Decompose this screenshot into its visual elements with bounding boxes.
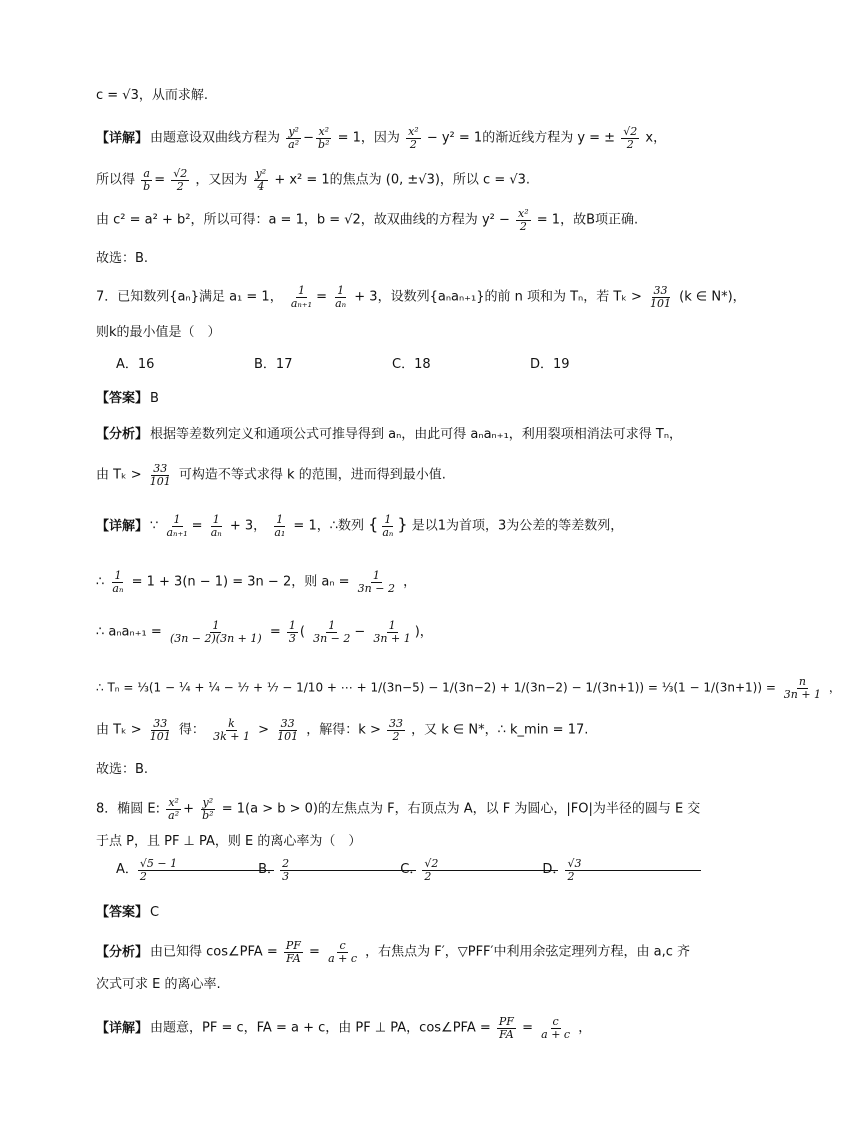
option-d[interactable]: D． $\frac{√3}{2}$ [542, 858, 674, 882]
fraction: $\frac{√2}{2}$ [623, 125, 638, 151]
answer-8: 【答案】 C [96, 905, 160, 920]
fraction: $\frac{1}{(3n - 2)(3n + 1)}$ [169, 619, 262, 645]
fraction: $\frac{1}{\text{aₙ}}$ [210, 513, 222, 539]
options-8 [116, 858, 698, 882]
analysis-7: 【分析】 根据等差数列定义和通项公式可推导得到 aₙ，由此可得 aₙaₙ₊₁，利用裂项相消法可求得 Tₙ， [96, 427, 683, 442]
fraction: $\frac{\text{y²}}{4}$ [255, 167, 267, 193]
solution-line: 由 c² = a² + b²，所以可得：a = 1，b = √2，故双曲线的方程为 y² − $\frac{\text{x²}}{2}$ = 1，故B项正确. [96, 207, 639, 233]
fraction: $\frac{n}{3n + 1}$ [783, 675, 822, 701]
solution-7-step: 由 Tₖ > $\frac{33}{101}$ 得： $\frac{k}{3k + 1}$ > $\frac{33}{101}$ ，解得：k > $\frac{33}{2}$ ，又 k ∈ N*，∴ k_min = 17. [96, 717, 589, 743]
solution-7-step: ∴ aₙaₙ₊₁ = $\frac{1}{(3n - 2)(3n + 1)}$ = $\frac{1}{3}$ ( $\frac{1}{3n - 2}$ − $\frac{1}{3n + 1}$ )， [96, 619, 433, 645]
section-tag: 【详解】 [96, 130, 149, 146]
solution-7-step: ∴ Tₙ = ⅓(1 − ¼ + ¼ − ⅐ + ⅐ − 1/10 + ⋯ + 1/(3n−5) − 1/(3n−2) + 1/(3n−2) − 1/(3n+1)) = ⅓(1 − 1/(3n+1)) = $\frac{n}{3n + 1}$ ， [96, 675, 841, 701]
question-7: 7．已知数列{aₙ}满足 a₁ = 1， $\frac{1}{\text{aₙ₊₁}}$ = $\frac{1}{\text{aₙ}}$ + 3，设数列{aₙaₙ₊₁}的前 n 项和为 Tₙ，若 Tₖ > $\frac{33}{101}$ (k ∈ N*)， [96, 284, 746, 310]
solution-line: 【详解】 由题意设双曲线方程为 $\frac{\text{y²}}{\text{a²}}$ − $\frac{\text{x²}}{\text{b²}}$ = 1，因为 $\frac{\text{x²}}{2}$ − y² = 1的渐近线方程为 y = ± $\frac{√2}{2}$ x， [96, 125, 667, 151]
fraction: $\frac{33}{101}$ [650, 284, 672, 310]
fraction: $\frac{2}{3}$ [282, 858, 414, 882]
solution-7: 【详解】 ∵ $\frac{1}{\text{aₙ₊₁}}$ = $\frac{1}{\text{aₙ}}$ + 3， $\frac{1}{\text{a₁}}$ = 1，∴数列 { $\frac{1}{\text{aₙ}}$ } 是以1为首项，3为公差的等差数列， [96, 513, 624, 539]
section-tag: 【详解】 [96, 518, 149, 534]
analysis-7-cont: 由 Tₖ > $\frac{33}{101}$ 可构造不等式求得 k 的范围，进而得到最小值. [96, 462, 446, 488]
fraction: $\frac{33}{101}$ [277, 717, 299, 743]
fraction: $\frac{1}{\text{aₙ₊₁}}$ [290, 284, 313, 310]
fraction: $\frac{1}{3}$ [288, 619, 296, 645]
option-c[interactable]: C．18 [392, 357, 431, 372]
section-tag: 【分析】 [96, 427, 149, 442]
analysis-8-cont: 次式可求 E 的离心率. [96, 977, 221, 992]
fraction: $\frac{c}{a + c}$ [328, 939, 358, 965]
question-8-stem: 于点 P，且 PF ⊥ PA，则 E 的离心率为（ ） [96, 834, 362, 849]
fraction: $\frac{1}{\text{aₙ}}$ [112, 569, 124, 595]
option-c[interactable]: C． $\frac{√2}{2}$ [400, 858, 532, 882]
fraction: $\frac{a}{b}$ [143, 167, 151, 193]
continuation-text: c = √3，从而求解. [96, 88, 208, 103]
fraction: $\frac{\text{y²}}{\text{a²}}$ [288, 125, 300, 151]
choice-conclusion: 故选：B. [96, 762, 149, 777]
solution-8: 【详解】 由题意，PF = c，FA = a + c，由 PF ⊥ PA，cos∠PFA = $\frac{PF}{FA}$ = $\frac{c}{a + c}$ ， [96, 1015, 592, 1041]
text-line [96, 762, 698, 778]
fraction: $\frac{1}{\text{aₙ}}$ [382, 513, 394, 539]
option-d[interactable]: D．19 [530, 357, 570, 372]
section-tag: 【答案】 [96, 905, 149, 920]
fraction: $\frac{√2}{2}$ [173, 167, 188, 193]
text-line [96, 88, 698, 104]
option-a[interactable]: A． $\frac{√5 - 1}{2}$ [116, 858, 248, 882]
fraction: $\frac{√2}{2}$ [424, 858, 556, 882]
fraction: $\frac{\text{x²}}{\text{a²}}$ [168, 796, 180, 822]
choice-conclusion: 故选：B. [96, 251, 149, 266]
fraction: $\frac{1}{\text{a₁}}$ [274, 513, 286, 539]
fraction: $\frac{1}{\text{aₙ}}$ [335, 284, 347, 310]
fraction: $\frac{√3}{2}$ [567, 858, 699, 882]
fraction: $\frac{1}{3n - 2}$ [313, 619, 351, 645]
fraction: $\frac{1}{3n - 2}$ [357, 569, 395, 595]
question-7-stem: 则k的最小值是（ ） [96, 325, 221, 340]
fraction: $\frac{\text{x²}}{2}$ [518, 207, 529, 233]
question-8: 8．椭圆 E: $\frac{\text{x²}}{\text{a²}}$ + $\frac{\text{y²}}{\text{b²}}$ = 1(a > b > 0)的左焦点为 F，右顶点为 A，以 F 为圆心，|FO|为半径的圆与 E 交 [96, 796, 701, 822]
options-7 [116, 357, 698, 373]
option-b[interactable]: B．17 [254, 357, 293, 372]
analysis-8: 【分析】 由已知得 cos∠PFA = $\frac{PF}{FA}$ = $\frac{c}{a + c}$ ，右焦点为 F′，▽PFF′中利用余弦定理列方程，由 a,c 齐 [96, 939, 690, 965]
fraction: $\frac{c}{a + c}$ [541, 1015, 571, 1041]
section-tag: 【详解】 [96, 1020, 149, 1036]
fraction: $\frac{\text{x²}}{2}$ [408, 125, 419, 151]
fraction: $\frac{33}{101}$ [149, 462, 171, 488]
fraction: $\frac{1}{\text{aₙ₊₁}}$ [166, 513, 188, 539]
fraction: $\frac{33}{2}$ [388, 717, 403, 743]
fraction: $\frac{PF}{FA}$ [285, 939, 301, 965]
answer-7: 【答案】 B [96, 391, 159, 406]
fraction: $\frac{√5 - 1}{2}$ [140, 858, 272, 882]
fraction: $\frac{k}{3k + 1}$ [213, 717, 250, 743]
fraction: $\frac{PF}{FA}$ [498, 1015, 514, 1041]
fraction: $\frac{\text{x²}}{\text{b²}}$ [318, 125, 330, 151]
solution-7-step: ∴ $\frac{1}{\text{aₙ}}$ = 1 + 3(n − 1) = 3n − 2，则 aₙ = $\frac{1}{3n - 2}$ ， [96, 569, 417, 595]
option-b[interactable]: B． $\frac{2}{3}$ [258, 858, 390, 882]
fraction: $\frac{\text{y²}}{\text{b²}}$ [202, 796, 214, 822]
option-a[interactable]: A．16 [116, 357, 155, 372]
fraction: $\frac{1}{3n + 1}$ [373, 619, 411, 645]
text-line [96, 251, 698, 267]
section-tag: 【答案】 [96, 391, 149, 406]
section-tag: 【分析】 [96, 944, 149, 960]
solution-line: 所以得 $\frac{a}{b}$ = $\frac{√2}{2}$ ，又因为 $\frac{\text{y²}}{4}$ + x² = 1的焦点为 (0, ±√3)，所以 c = √3. [96, 167, 531, 193]
fraction: $\frac{33}{101}$ [149, 717, 171, 743]
